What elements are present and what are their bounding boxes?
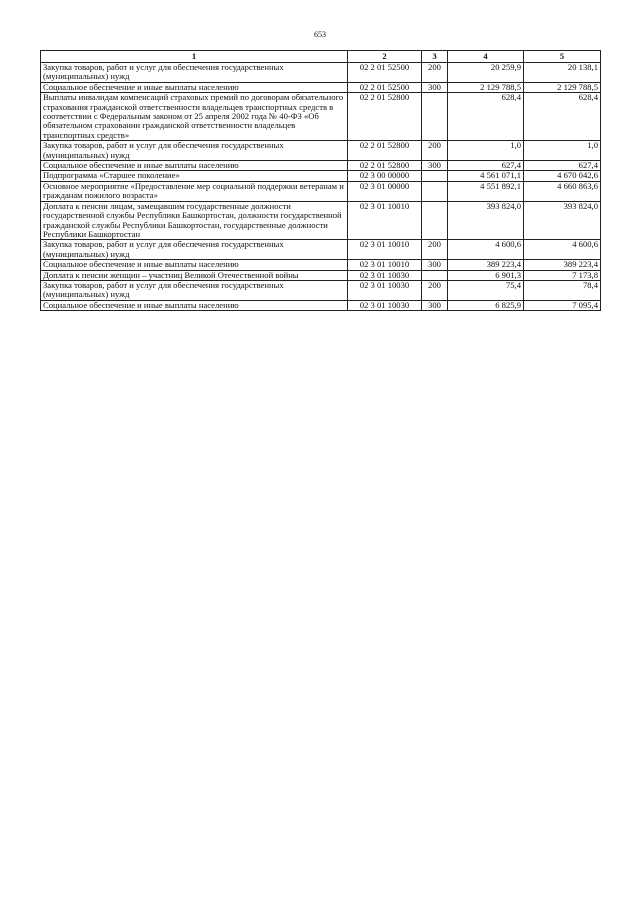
row-code-cell: 02 3 01 10010 [348, 201, 422, 240]
row-name-cell: Закупка товаров, работ и услуг для обеспечения государственных (муниципальных) нужд [41, 141, 348, 161]
row-name-cell: Основное мероприятие «Предоставление мер социальной поддержки ветеранам и гражданам пожилого возраста» [41, 181, 348, 201]
row-name-cell: Социальное обеспечение и иные выплаты населению [41, 82, 348, 92]
row-name-cell: Выплаты инвалидам компенсаций страховых премий по договорам обязательного страхования гражданской ответственности владельцев транспортных средств в соответствии с Федеральным законом от 25 апреля 2002 года № 40-ФЗ «Об обязательном страховании гражданской ответственности владельцев транспортных средств» [41, 93, 348, 141]
row-sum-col4-cell: 393 824,0 [448, 201, 524, 240]
table-row [41, 260, 601, 270]
row-code-cell: 02 3 01 10010 [348, 240, 422, 260]
row-sum-col4-cell: 75,4 [448, 280, 524, 300]
row-vr-cell [422, 181, 448, 201]
row-code-cell: 02 3 00 00000 [348, 171, 422, 181]
row-name-cell: Закупка товаров, работ и услуг для обеспечения государственных (муниципальных) нужд [41, 240, 348, 260]
table-row [41, 141, 601, 161]
table-row [41, 240, 601, 260]
row-sum-col5-cell: 1,0 [524, 141, 601, 161]
column-header-5: 5 [524, 51, 601, 63]
table-body [41, 63, 601, 311]
table-row [41, 181, 601, 201]
row-code-cell: 02 3 01 10030 [348, 280, 422, 300]
table-row [41, 82, 601, 92]
row-code-cell: 02 3 01 10030 [348, 270, 422, 280]
row-vr-cell: 200 [422, 240, 448, 260]
row-vr-cell [422, 270, 448, 280]
row-sum-col5-cell: 7 173,8 [524, 270, 601, 280]
table-header-row [41, 51, 601, 63]
table-row [41, 161, 601, 171]
row-code-cell: 02 2 01 52500 [348, 63, 422, 83]
row-vr-cell [422, 171, 448, 181]
row-sum-col5-cell: 78,4 [524, 280, 601, 300]
row-name-cell: Социальное обеспечение и иные выплаты населению [41, 260, 348, 270]
row-name-cell: Доплата к пенсии лицам, замещавшим государственные должности государственной службы Республики Башкортостан, должности государственной гражданской службы Республики Башкортостан, государственные должности Республики Башкортостан [41, 201, 348, 240]
row-sum-col4-cell: 2 129 788,5 [448, 82, 524, 92]
row-sum-col4-cell: 4 551 892,1 [448, 181, 524, 201]
row-sum-col4-cell: 4 600,6 [448, 240, 524, 260]
row-sum-col5-cell: 393 824,0 [524, 201, 601, 240]
row-vr-cell: 200 [422, 280, 448, 300]
page-number: 653 [314, 30, 326, 39]
row-sum-col4-cell: 6 825,9 [448, 300, 524, 310]
row-vr-cell: 200 [422, 63, 448, 83]
row-sum-col4-cell: 1,0 [448, 141, 524, 161]
row-code-cell: 02 3 01 10010 [348, 260, 422, 270]
row-vr-cell: 300 [422, 300, 448, 310]
row-vr-cell: 300 [422, 161, 448, 171]
row-sum-col4-cell: 627,4 [448, 161, 524, 171]
table-row [41, 201, 601, 240]
table-row [41, 280, 601, 300]
row-sum-col5-cell: 4 600,6 [524, 240, 601, 260]
row-sum-col4-cell: 4 561 071,1 [448, 171, 524, 181]
table-row [41, 171, 601, 181]
row-name-cell: Закупка товаров, работ и услуг для обеспечения государственных (муниципальных) нужд [41, 63, 348, 83]
row-vr-cell: 300 [422, 82, 448, 92]
row-name-cell: Социальное обеспечение и иные выплаты населению [41, 300, 348, 310]
row-code-cell: 02 2 01 52800 [348, 161, 422, 171]
column-header-2: 2 [348, 51, 422, 63]
row-sum-col5-cell: 628,4 [524, 93, 601, 141]
row-code-cell: 02 2 01 52800 [348, 93, 422, 141]
row-vr-cell [422, 93, 448, 141]
table-row [41, 93, 601, 141]
table-row [41, 63, 601, 83]
row-code-cell: 02 2 01 52500 [348, 82, 422, 92]
column-header-4: 4 [448, 51, 524, 63]
row-sum-col4-cell: 6 901,3 [448, 270, 524, 280]
table-row [41, 300, 601, 310]
row-code-cell: 02 2 01 52800 [348, 141, 422, 161]
row-name-cell: Доплата к пенсии женщин – участниц Великой Отечественной войны [41, 270, 348, 280]
row-sum-col4-cell: 389 223,4 [448, 260, 524, 270]
budget-table [40, 50, 601, 311]
row-sum-col5-cell: 20 138,1 [524, 63, 601, 83]
row-sum-col4-cell: 628,4 [448, 93, 524, 141]
row-code-cell: 02 3 01 10030 [348, 300, 422, 310]
row-vr-cell: 300 [422, 260, 448, 270]
row-name-cell: Подпрограмма «Старшее поколение» [41, 171, 348, 181]
row-name-cell: Закупка товаров, работ и услуг для обеспечения государственных (муниципальных) нужд [41, 280, 348, 300]
row-sum-col5-cell: 4 670 042,6 [524, 171, 601, 181]
row-sum-col4-cell: 20 259,9 [448, 63, 524, 83]
column-header-3: 3 [422, 51, 448, 63]
row-sum-col5-cell: 2 129 788,5 [524, 82, 601, 92]
row-name-cell: Социальное обеспечение и иные выплаты населению [41, 161, 348, 171]
row-sum-col5-cell: 389 223,4 [524, 260, 601, 270]
table-row [41, 270, 601, 280]
row-vr-cell [422, 201, 448, 240]
column-header-1: 1 [41, 51, 348, 63]
row-vr-cell: 200 [422, 141, 448, 161]
row-sum-col5-cell: 7 095,4 [524, 300, 601, 310]
row-sum-col5-cell: 627,4 [524, 161, 601, 171]
row-code-cell: 02 3 01 00000 [348, 181, 422, 201]
row-sum-col5-cell: 4 660 863,6 [524, 181, 601, 201]
